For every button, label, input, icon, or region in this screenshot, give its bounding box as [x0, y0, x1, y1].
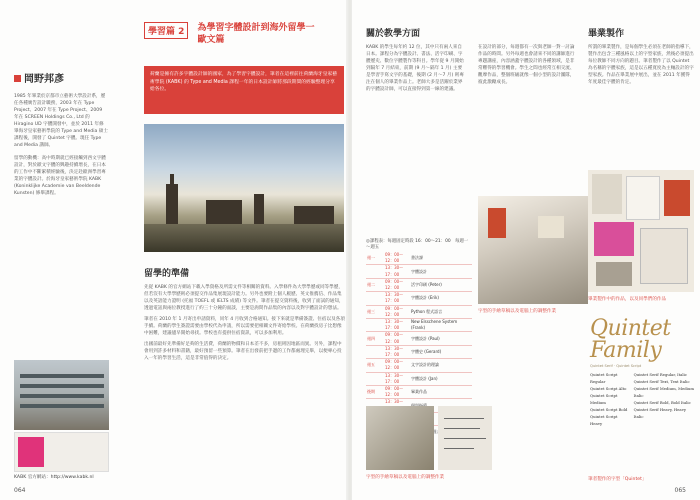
- schedule-cell-t: 09：00～12：00: [384, 305, 410, 318]
- teaching-column-a: [366, 44, 466, 93]
- font-name: Quintet Serif Regular, Italic: [633, 372, 687, 377]
- desk-photo: [366, 406, 434, 470]
- schedule-cell-d: [366, 319, 384, 332]
- graduation-text: 所謂的畢業製作，是每個學生必須在老師的指導下，製作出包含三種風格以上的字型家族，然後必須提出每位教師不同方向的題目。筆者製作了以 Quintet 為名稱的字體家族，這是以五種寬度為主軸設計的字型家族。作品在畢業展中展出，並在 2011 年獲得年度最佳字體的肯定。: [588, 45, 694, 85]
- font-name: Quintet Serif Text, Text Italic: [633, 379, 690, 384]
- schedule-row: [366, 278, 472, 291]
- schedule-cell-c: 書法課: [410, 252, 472, 265]
- schedule-table: [366, 252, 472, 426]
- page-number-left: 064: [14, 487, 26, 494]
- graduation-column: [588, 44, 694, 86]
- schedule-cell-c: Python 程式語言: [410, 305, 472, 318]
- schedule-cell-d: 週五: [366, 359, 384, 372]
- quintet-script-list: [590, 371, 628, 427]
- schedule-row: [366, 386, 472, 399]
- schedule-row: [366, 252, 472, 265]
- schedule-row: [366, 292, 472, 305]
- schedule-cell-t: 13：30～17：00: [384, 292, 410, 305]
- schedule-cell-t: 13：30～17：00: [384, 265, 410, 278]
- font-name: Quintet Serif Bold, Bold Italic: [633, 400, 691, 405]
- page-number-right: 065: [674, 487, 686, 494]
- intro-box: [144, 66, 344, 114]
- schedule-cell-t: 09：00～12：00: [384, 386, 410, 399]
- schedule-cell-c: 字體設計: [410, 265, 472, 278]
- quintet-specimen: [590, 318, 694, 427]
- author-name: 岡野邦彥: [14, 70, 108, 85]
- schedule-cell-c: 字體設計 (Paul): [410, 332, 472, 345]
- body-text-column: [144, 284, 346, 362]
- classroom-caption: 字型的手繪草稿以及電腦上的調整作業: [478, 309, 557, 314]
- kabk-building-photo: [14, 360, 109, 430]
- font-name: Quintet Script Heavy: [590, 414, 618, 426]
- schedule-row: [366, 305, 472, 318]
- schedule-cell-c: New Elsschene System (Frank): [410, 319, 472, 332]
- schedule-cell-c: 字體設計 (Erik): [410, 292, 472, 305]
- article-title: 為學習字體設計到海外留學一歐文篇: [197, 23, 315, 45]
- schedule-row: [366, 345, 472, 358]
- schedule-cell-t: 09：00～12：00: [384, 332, 410, 345]
- author-column: [14, 70, 108, 197]
- schedule-cell-d: [366, 372, 384, 385]
- schedule-row: [366, 265, 472, 278]
- article-title-block: [144, 22, 318, 46]
- schedule-cell-d: 後期: [366, 386, 384, 399]
- teaching-text-a: KABK 的學生每年約 12 位，其中只有兩人來自日本。課程分為字體設計、書法、活字印刷、字體歷史、數位字體製作等科目。學年從 9 月開始到隔年 7 月結束，前期 (9 月～隔年 1 月) 主要是學習手寫文字的基礎，後期 (2 月～7 月) 則專注在個人的畢業作品上。老師大多是活躍於業界的字體設計師，可以直接得到第一線的建議。: [366, 45, 464, 92]
- quintet-logo: Quintet Family: [590, 316, 671, 363]
- projects-caption: 畢業製作中的作品，以及同學們的作品: [588, 297, 667, 302]
- schedule-cell-t: 13：30～17：00: [384, 319, 410, 332]
- schedule-cell-d: [366, 292, 384, 305]
- series-tag: 學習篇 2: [144, 22, 188, 39]
- font-name: Quintet Script Bold: [590, 407, 628, 412]
- schedule-cell-t: 09：00～12：00: [384, 278, 410, 291]
- schedule-cell-c: 字體史 (Gerard): [410, 345, 472, 358]
- schedule-cell-d: 週四: [366, 332, 384, 345]
- schedule-cell-t: 13：30～: [384, 399, 410, 412]
- schedule-cell-c: 畢業作品: [410, 386, 472, 399]
- schedule-cell-d: 週二: [366, 278, 384, 291]
- section-heading-graduation: 畢業製作: [588, 29, 625, 39]
- body-paragraph-3: 出國前最好先準備好足夠的生活費，荷蘭的物價和日本差不多，房租則因地區而異。另外，課程中會用到許多材料和書籍，最好預留一些預算。筆者在出發前把手邊的工作都處理完畢，以便專心投入一年的學習生活，這是非常值得的決定。: [144, 342, 342, 361]
- section-heading-teaching: 關於教學方面: [366, 29, 421, 39]
- schedule-row: [366, 332, 472, 345]
- schedule-row: [366, 359, 472, 372]
- schedule-heading: ◎課程表：每週固定時段 16：00～21：00 每週一～週五: [366, 239, 469, 250]
- teaching-column-b: [478, 44, 578, 86]
- quintet-caption: 筆者製作的字型「Quintet」: [588, 477, 647, 482]
- schedule-row: [366, 372, 472, 385]
- quintet-serif-list: [634, 371, 694, 427]
- schedule-cell-t: 13：30～17：00: [384, 372, 410, 385]
- sketch-photo: [438, 406, 492, 470]
- schedule-cell-t: 09：00～12：00: [384, 252, 410, 265]
- schedule-cell-d: 週三: [366, 305, 384, 318]
- font-name: Quintet Serif Medium, Medium Italic: [633, 386, 694, 398]
- schedule-cell-d: [366, 345, 384, 358]
- author-bio: 1985 年畢業於京都市立藝術大學設計系，歷任各種廣告設計職務，2003 年在 Type Project、2007 年在 Type Project、2009 年在 SCREEN Holdings Co., Ltd 的 Hiragino UD 字體開發中，並於 2011 年修畢海牙皇家藝術學院的 Type and Media 碩士課程後，開發了 Quintet 字體。現任 Type and Media 講師。: [14, 94, 108, 148]
- kabk-photo-caption: KABK 官方網站：http://www.kabk.nl: [14, 475, 94, 480]
- author-motivation: 留學的動機：高中時期就已經接觸到西文字體設計，對於歐文字體的興趣持續增長，在日本的工作中不斷累積經驗後，決定赴歐洲學習專業的字體設計。於海牙皇家藝術學院 KABK (Koninklijke Academie van Beeldende Kunsten) 修畢課程。: [14, 156, 106, 196]
- quintet-tagline: Quintet Serif · Quintet Script: [590, 364, 642, 368]
- schedule-cell-c: 字體設計 (Jan): [410, 372, 472, 385]
- teaching-text-b: 在設計的部分，每週都有一次與老師一對一討論作品的時間。另外每週也會請來不同的講師進行專題講座，內容涵蓋字體設計的各種領域，是非常難得的學習機會。學生之間也經常互相交流、觀摩作品，整個班級就像一個小型的設計團隊，彼此激勵成長。: [478, 45, 575, 85]
- schedule-row: [366, 319, 472, 332]
- schedule-cell-t: 09：00～12：00: [384, 359, 410, 372]
- body-paragraph-2: 筆者在 2010 年 1 月寄出申請資料，同年 4 月收到合格通知。接下來就是準備簽證、住宿以及各項手續。荷蘭的學生簽證需要由學校代為申請，所以需要把相關文件寄給學校。在荷蘭找房子比想像中困難，建議儘早開始尋找。學校也有提供住宿資訊，可以多加利用。: [144, 317, 345, 336]
- font-name: Quintet Script Medium: [590, 393, 618, 405]
- quintet-font-list: [590, 371, 694, 427]
- square-bullet-icon: [14, 75, 21, 82]
- body-paragraph-1: 先從 KABK 的官方網站下載入學資格及所需文件等相關的資料。入學條件為大學學歷或同等學歷，但若沒有大學學歷則必須提交作品集展現設計能力。另外也要附上個人履歷、英文推薦信、作品集以及英語能力證明 (托福 TOEFL 或 IELTS 成績) 等文件。筆者在提交資料後，收到了面試的通知，透過電話與兩位教授進行了約三十分鐘的面談，主要是詢問作品集的內容以及對字體設計的想法。: [144, 285, 344, 311]
- section-heading-preparation: 留學的準備: [144, 269, 190, 279]
- intro-text: 荷蘭是擁有許多字體設計師的國家，為了學習字體設計，筆者在這裡前往荷蘭海牙皇家藝術學院 (KABK) 的 Type and Media 課程一年的日本設計師將那段期間的經驗整理分享給各位。: [150, 72, 338, 92]
- schedule-cell-d: 週一: [366, 252, 384, 265]
- kabk-website-screenshot: [14, 432, 109, 472]
- left-page: [0, 0, 348, 500]
- schedule-cell-t: 13：30～17：00: [384, 345, 410, 358]
- schedule-cell-d: [366, 265, 384, 278]
- classroom-photo: [478, 196, 588, 304]
- schedule-cell-c: 活字印刷 (Peter): [410, 278, 472, 291]
- font-name: Quintet Script Alto: [590, 386, 627, 391]
- desk-caption: 字型的手繪草稿以及電腦上的調整作業: [366, 475, 445, 480]
- student-projects-photo: [588, 170, 694, 292]
- font-name: Quintet Script Regular: [590, 372, 618, 384]
- schedule-cell-c: 文字設計的理論: [410, 359, 472, 372]
- the-hague-photo: [144, 124, 344, 252]
- right-page: [352, 0, 700, 500]
- font-name: Quintet Serif Heavy, Heavy Italic: [633, 407, 686, 419]
